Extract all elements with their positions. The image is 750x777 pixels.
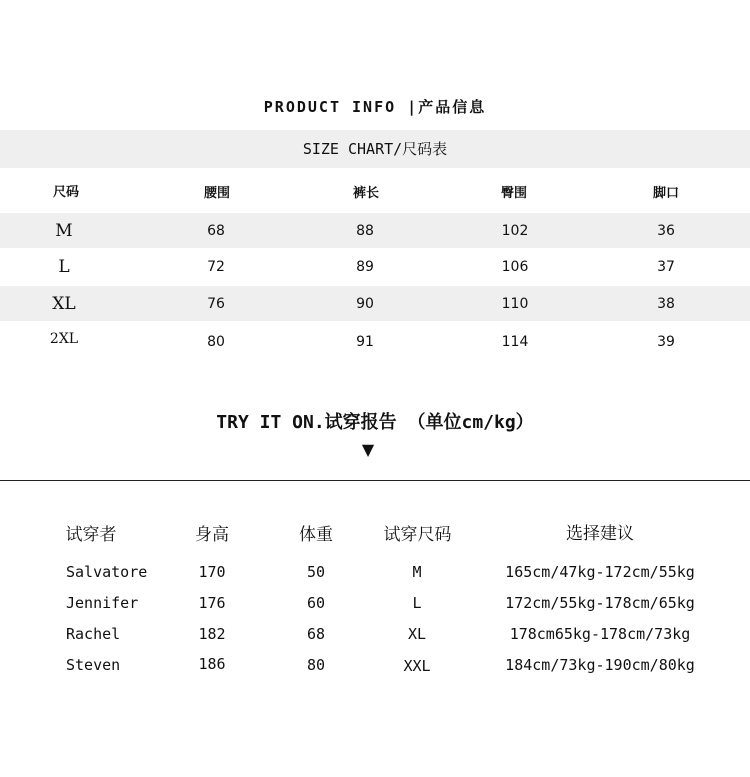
tester-suggestion: 172cm/55kg-178cm/65kg xyxy=(505,594,695,612)
size-cell: 88 xyxy=(356,223,374,239)
size-cell: 106 xyxy=(501,259,529,275)
tester-size: M xyxy=(412,563,422,581)
tester-size: XL xyxy=(407,625,427,643)
size-cell: 37 xyxy=(657,259,675,275)
tester-height: 186 xyxy=(198,655,226,673)
size-cell: 76 xyxy=(207,296,225,312)
size-col-header: 臀围 xyxy=(500,186,527,201)
size-cell: 38 xyxy=(657,296,675,312)
size-cell: 110 xyxy=(501,296,529,312)
size-col-header: 脚口 xyxy=(652,186,679,201)
size-cell: 68 xyxy=(207,223,225,239)
try-col-header: 身高 xyxy=(195,525,229,545)
tester-height: 182 xyxy=(198,625,226,643)
tester-name: Jennifer xyxy=(66,594,139,612)
size-cell: 89 xyxy=(356,259,374,275)
try-col-header: 体重 xyxy=(299,525,333,545)
tester-weight: 80 xyxy=(306,656,326,674)
size-cell: 90 xyxy=(356,296,374,312)
tester-name: Steven xyxy=(66,656,121,674)
tester-name: Salvatore xyxy=(66,563,148,581)
tester-height: 176 xyxy=(198,594,226,612)
size-cell: XL xyxy=(52,294,76,314)
size-cell: L xyxy=(58,257,70,277)
tester-suggestion: 165cm/47kg-172cm/55kg xyxy=(505,563,695,581)
size-cell: 91 xyxy=(356,334,374,350)
product-info-title: PRODUCT INFO |产品信息 xyxy=(263,98,487,116)
size-cell: 80 xyxy=(207,334,225,350)
tester-suggestion: 184cm/73kg-190cm/80kg xyxy=(505,656,695,674)
tester-name: Rachel xyxy=(66,625,121,643)
try-col-header: 试穿者 xyxy=(65,525,117,545)
section-divider xyxy=(0,480,750,481)
size-cell: 36 xyxy=(657,223,675,239)
tester-weight: 50 xyxy=(306,563,326,581)
tester-height: 170 xyxy=(198,563,226,581)
down-arrow-icon: ▼ xyxy=(361,440,375,459)
size-cell: 114 xyxy=(501,334,529,350)
size-cell: 72 xyxy=(207,259,225,275)
size-cell: M xyxy=(55,221,73,241)
try-col-header: 选择建议 xyxy=(566,524,634,544)
try-on-title: TRY IT ON.试穿报告 （单位cm/kg） xyxy=(216,412,534,433)
size-col-header: 裤长 xyxy=(352,186,379,201)
tester-weight: 60 xyxy=(306,594,326,612)
tester-weight: 68 xyxy=(306,625,326,643)
size-cell: 39 xyxy=(657,334,675,350)
size-cell: 102 xyxy=(501,223,529,239)
size-cell: 2XL xyxy=(49,331,79,347)
size-col-header: 腰围 xyxy=(203,186,230,201)
tester-suggestion: 178cm65kg-178cm/73kg xyxy=(509,625,691,643)
tester-size: L xyxy=(412,594,422,612)
size-col-header: 尺码 xyxy=(52,185,79,200)
size-chart-title: SIZE CHART/尺码表 xyxy=(0,130,750,168)
tester-size: XXL xyxy=(403,657,431,675)
try-col-header: 试穿尺码 xyxy=(383,525,452,545)
